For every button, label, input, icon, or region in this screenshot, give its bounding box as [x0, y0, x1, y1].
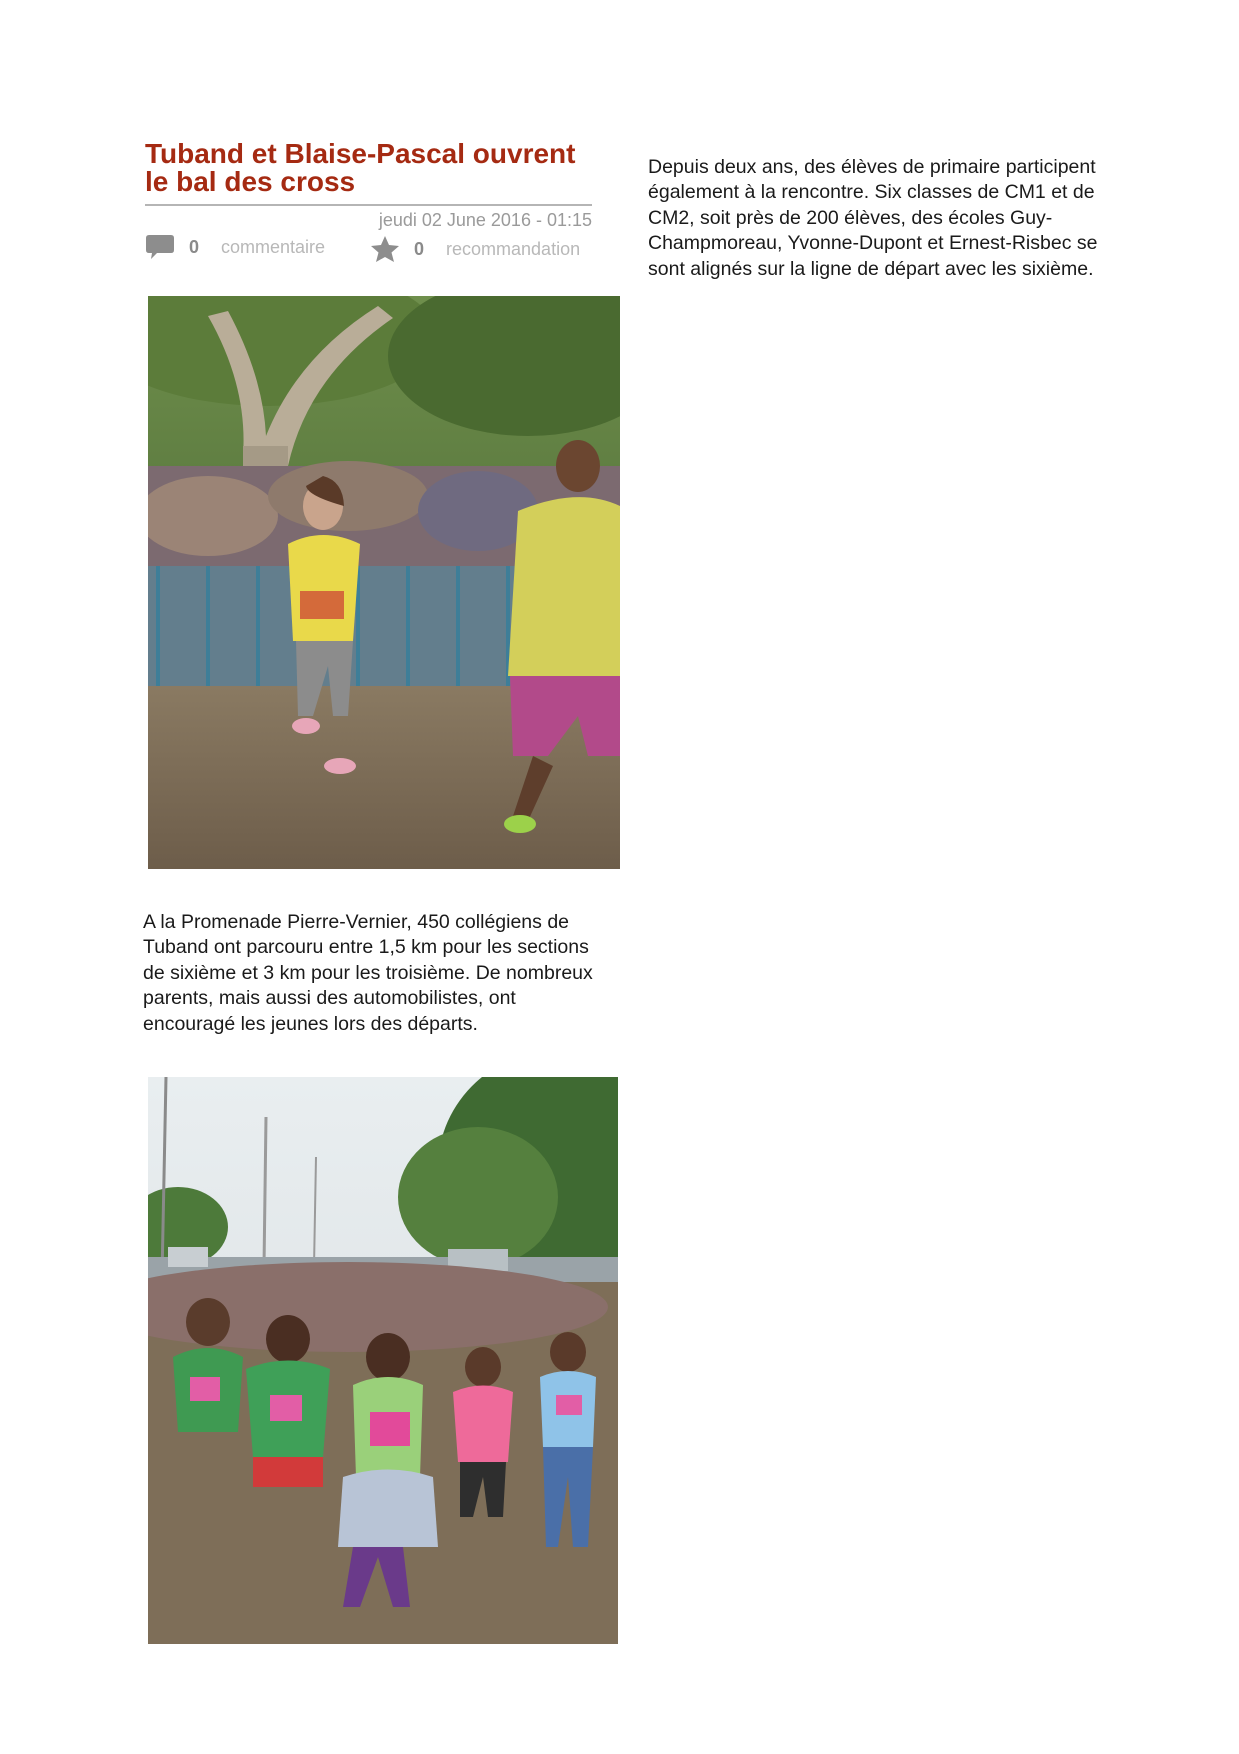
- recommendations-counter[interactable]: [370, 232, 580, 266]
- title-divider: [145, 204, 592, 206]
- recommendations-count: 0: [414, 238, 425, 259]
- article-title: Tuband et Blaise-Pascal ouvrent le bal des cross: [145, 138, 576, 197]
- comments-count: 0: [189, 236, 200, 257]
- speech-bubble-icon: [145, 233, 175, 261]
- photo-runners-promenade: [148, 1077, 618, 1644]
- article-paragraph-1: Depuis deux ans, des élèves de primaire participent également à la rencontre. Six classes de CM1 et de CM2, soit près de 200 élèves, des écoles Guy-Champmoreau, Yvonne-Dupont et Ernest-Risbec se sont alignés sur la ligne de départ avec les sixième.: [648, 156, 1098, 280]
- publish-date: jeudi 02 June 2016 - 01:15: [378, 210, 592, 230]
- comments-label[interactable]: commentaire: [221, 236, 326, 257]
- star-icon: [370, 235, 400, 263]
- article-paragraph-2: A la Promenade Pierre-Vernier, 450 collégiens de Tuband ont parcouru entre 1,5 km pour les sections de sixième et 3 km pour les troisième. De nombreux parents, mais aussi des automobilistes, ont encouragé les jeunes lors des départs.: [143, 911, 593, 1035]
- comments-counter[interactable]: [145, 230, 325, 264]
- photo-runners-start: [148, 296, 620, 869]
- recommendations-label[interactable]: recommandation: [446, 238, 581, 259]
